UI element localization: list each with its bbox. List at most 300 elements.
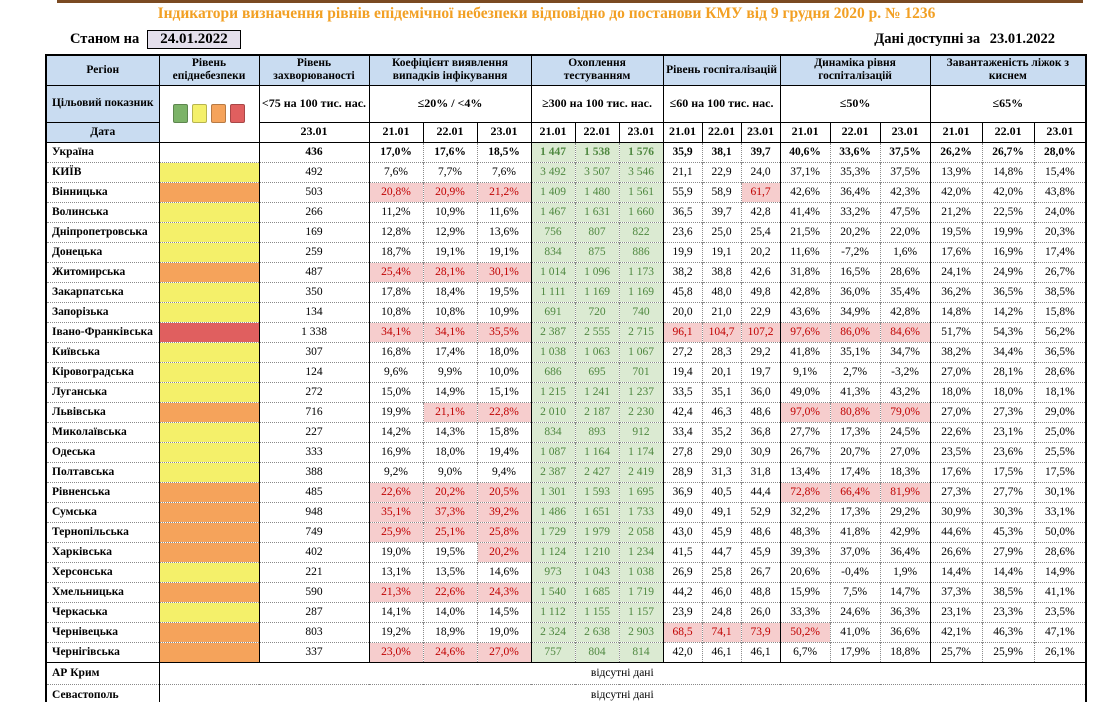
testing-cell: 1 038 — [531, 342, 575, 362]
region-name: КИЇВ — [46, 162, 159, 182]
table-row — [46, 622, 1086, 642]
dynamics-cell: 20,2% — [830, 222, 880, 242]
table-row — [46, 262, 1086, 282]
testing-cell: 1 651 — [575, 502, 619, 522]
detection-cell: 22,6% — [423, 582, 477, 602]
beds-cell: 14,8% — [930, 302, 982, 322]
detection-cell: 13,5% — [423, 562, 477, 582]
dynamics-cell: 42,8% — [880, 302, 930, 322]
beds-cell: 42,0% — [982, 182, 1034, 202]
hospital-cell: 31,3 — [702, 462, 741, 482]
hospital-cell: 29,0 — [702, 442, 741, 462]
detection-cell: 22,6% — [369, 482, 423, 502]
dynamics-cell: 35,1% — [830, 342, 880, 362]
testing-cell: 1 241 — [575, 382, 619, 402]
testing-cell: 1 733 — [619, 502, 663, 522]
incidence-cell: 590 — [259, 582, 369, 602]
col-group-5: Динаміка рівня госпіталізацій — [780, 55, 930, 85]
testing-cell: 1 112 — [531, 602, 575, 622]
testing-cell: 1 301 — [531, 482, 575, 502]
testing-cell: 2 387 — [531, 462, 575, 482]
target-row-label: Цільовий показник — [46, 85, 159, 122]
beds-cell: 29,0% — [1034, 402, 1086, 422]
epidemic-level-cell — [159, 622, 259, 642]
detection-cell: 19,0% — [369, 542, 423, 562]
detection-cell: 24,3% — [477, 582, 531, 602]
beds-cell: 17,5% — [982, 462, 1034, 482]
epidemic-level-legend — [159, 85, 259, 142]
dynamics-cell: 43,6% — [780, 302, 830, 322]
beds-cell: 23,5% — [1034, 602, 1086, 622]
hospital-cell: 27,8 — [663, 442, 702, 462]
detection-cell: 19,5% — [423, 542, 477, 562]
beds-cell: 41,1% — [1034, 582, 1086, 602]
testing-cell: 893 — [575, 422, 619, 442]
dynamics-cell: 16,5% — [830, 262, 880, 282]
hospital-cell: 46,0 — [702, 582, 741, 602]
beds-cell: 38,5% — [982, 582, 1034, 602]
table-row — [46, 602, 1086, 622]
beds-cell: 27,3% — [930, 482, 982, 502]
beds-cell: 21,2% — [930, 202, 982, 222]
beds-cell: 44,6% — [930, 522, 982, 542]
no-data-cell: відсутні дані — [159, 684, 1086, 702]
detection-cell: 20,9% — [423, 182, 477, 202]
hospital-cell: 28,9 — [663, 462, 702, 482]
testing-cell: 1 685 — [575, 582, 619, 602]
beds-cell: 30,3% — [982, 502, 1034, 522]
hospital-cell: 46,3 — [702, 402, 741, 422]
dynamics-cell: 11,6% — [780, 242, 830, 262]
beds-cell: 26,1% — [1034, 642, 1086, 662]
hospital-cell: 44,7 — [702, 542, 741, 562]
testing-cell: 1 538 — [575, 142, 619, 162]
dynamics-cell: 32,2% — [780, 502, 830, 522]
dynamics-cell: 81,9% — [880, 482, 930, 502]
header-row-targets — [46, 85, 1086, 122]
detection-cell: 7,6% — [477, 162, 531, 182]
beds-cell: 28,1% — [982, 362, 1034, 382]
beds-cell: 50,0% — [1034, 522, 1086, 542]
detection-cell: 20,8% — [369, 182, 423, 202]
detection-cell: 25,9% — [369, 522, 423, 542]
beds-cell: 56,2% — [1034, 322, 1086, 342]
epidemic-level-cell — [159, 322, 259, 342]
dynamics-cell: 84,6% — [880, 322, 930, 342]
hospital-cell: 52,9 — [741, 502, 780, 522]
testing-cell: 1 169 — [619, 282, 663, 302]
col-group-1: Рівень захворюваності — [259, 55, 369, 85]
testing-cell: 1 593 — [575, 482, 619, 502]
table-row — [46, 482, 1086, 502]
hospital-cell: 39,7 — [702, 202, 741, 222]
beds-cell: 51,7% — [930, 322, 982, 342]
date-5-2: 23.01 — [880, 122, 930, 142]
region-name: Кіровоградська — [46, 362, 159, 382]
hospital-cell: 23,9 — [663, 602, 702, 622]
hospital-cell: 42,4 — [663, 402, 702, 422]
hospital-cell: 74,1 — [702, 622, 741, 642]
region-name: Закарпатська — [46, 282, 159, 302]
hospital-cell: 61,7 — [741, 182, 780, 202]
table-body — [46, 142, 1086, 702]
epidemic-level-cell — [159, 342, 259, 362]
dynamics-cell: 31,8% — [780, 262, 830, 282]
dynamics-cell: 40,6% — [780, 142, 830, 162]
dynamics-cell: 6,7% — [780, 642, 830, 662]
col-group-0: Рівень епіднебезпеки — [159, 55, 259, 85]
beds-cell: 23,3% — [982, 602, 1034, 622]
region-name: Черкаська — [46, 602, 159, 622]
hospital-cell: 43,0 — [663, 522, 702, 542]
no-data-row — [46, 662, 1086, 684]
dynamics-cell: 35,3% — [830, 162, 880, 182]
region-name: Рівненська — [46, 482, 159, 502]
detection-cell: 10,0% — [477, 362, 531, 382]
date-4-1: 22.01 — [702, 122, 741, 142]
detection-cell: 19,4% — [477, 442, 531, 462]
detection-cell: 19,2% — [369, 622, 423, 642]
beds-cell: 46,3% — [982, 622, 1034, 642]
epidemic-level-cell — [159, 222, 259, 242]
col-header-region: Регіон — [46, 55, 159, 85]
testing-cell: 1 038 — [619, 562, 663, 582]
testing-cell: 1 234 — [619, 542, 663, 562]
col-group-2: Коефіцієнт виявлення випадків інфікування — [369, 55, 531, 85]
hospital-cell: 40,5 — [702, 482, 741, 502]
hospital-cell: 20,1 — [702, 362, 741, 382]
dynamics-cell: 1,9% — [880, 562, 930, 582]
dynamics-cell: 97,0% — [780, 402, 830, 422]
col-group-6: Завантаженість ліжок з киснем — [930, 55, 1086, 85]
hospital-cell: 24,0 — [741, 162, 780, 182]
table-row — [46, 162, 1086, 182]
beds-cell: 19,9% — [982, 222, 1034, 242]
dynamics-cell: 66,4% — [830, 482, 880, 502]
detection-cell: 14,2% — [369, 422, 423, 442]
dynamics-cell: 22,0% — [880, 222, 930, 242]
testing-cell: 804 — [575, 642, 619, 662]
region-name: Житомирська — [46, 262, 159, 282]
hospital-cell: 48,0 — [702, 282, 741, 302]
epidemic-level-cell — [159, 582, 259, 602]
beds-cell: 25,5% — [1034, 442, 1086, 462]
date-3-2: 23.01 — [619, 122, 663, 142]
beds-cell: 22,6% — [930, 422, 982, 442]
testing-cell: 875 — [575, 242, 619, 262]
region-name: Севастополь — [46, 684, 159, 702]
testing-cell: 1 467 — [531, 202, 575, 222]
available-label: Дані доступні за — [874, 30, 981, 47]
incidence-cell: 402 — [259, 542, 369, 562]
detection-cell: 19,1% — [477, 242, 531, 262]
testing-cell: 757 — [531, 642, 575, 662]
dynamics-cell: 9,1% — [780, 362, 830, 382]
beds-cell: 23,1% — [982, 422, 1034, 442]
header-row-groups — [46, 55, 1086, 85]
table-row — [46, 362, 1086, 382]
hospital-cell: 68,5 — [663, 622, 702, 642]
incidence-cell: 749 — [259, 522, 369, 542]
hospital-cell: 29,2 — [741, 342, 780, 362]
target-6: ≤65% — [930, 85, 1086, 122]
detection-cell: 13,6% — [477, 222, 531, 242]
detection-cell: 11,2% — [369, 202, 423, 222]
dynamics-cell: 17,3% — [830, 422, 880, 442]
detection-cell: 10,9% — [477, 302, 531, 322]
epidemic-level-cell — [159, 502, 259, 522]
beds-cell: 47,1% — [1034, 622, 1086, 642]
beds-cell: 37,3% — [930, 582, 982, 602]
dynamics-cell: 29,2% — [880, 502, 930, 522]
testing-cell: 3 492 — [531, 162, 575, 182]
detection-cell: 35,1% — [369, 502, 423, 522]
epidemic-level-cell — [159, 202, 259, 222]
detection-cell: 9,6% — [369, 362, 423, 382]
region-name: Миколаївська — [46, 422, 159, 442]
beds-cell: 36,2% — [930, 282, 982, 302]
table-row — [46, 502, 1086, 522]
testing-cell: 1 540 — [531, 582, 575, 602]
dynamics-cell: 35,4% — [880, 282, 930, 302]
epidemic-level-cell — [159, 162, 259, 182]
detection-cell: 12,9% — [423, 222, 477, 242]
dynamics-cell: 72,8% — [780, 482, 830, 502]
hospital-cell: 27,2 — [663, 342, 702, 362]
detection-cell: 18,7% — [369, 242, 423, 262]
dynamics-cell: 42,3% — [880, 182, 930, 202]
beds-cell: 30,9% — [930, 502, 982, 522]
testing-cell: 1 067 — [619, 342, 663, 362]
epidemic-level-cell — [159, 142, 259, 162]
testing-cell: 973 — [531, 562, 575, 582]
table-row — [46, 642, 1086, 662]
epidemic-level-cell — [159, 402, 259, 422]
incidence-cell: 487 — [259, 262, 369, 282]
testing-cell: 834 — [531, 422, 575, 442]
beds-cell: 23,1% — [930, 602, 982, 622]
beds-cell: 28,0% — [1034, 142, 1086, 162]
beds-cell: 26,7% — [982, 142, 1034, 162]
dynamics-cell: 17,4% — [830, 462, 880, 482]
testing-cell: 1 695 — [619, 482, 663, 502]
hospital-cell: 49,8 — [741, 282, 780, 302]
region-name: Чернігівська — [46, 642, 159, 662]
epidemic-level-cell — [159, 642, 259, 662]
table-row — [46, 182, 1086, 202]
hospital-cell: 38,1 — [702, 142, 741, 162]
epidemic-level-cell — [159, 422, 259, 442]
testing-cell: 2 387 — [531, 322, 575, 342]
region-name: Луганська — [46, 382, 159, 402]
epidemic-level-cell — [159, 282, 259, 302]
incidence-cell: 803 — [259, 622, 369, 642]
testing-cell: 1 486 — [531, 502, 575, 522]
beds-cell: 25,7% — [930, 642, 982, 662]
detection-cell: 16,9% — [369, 442, 423, 462]
hospital-cell: 48,6 — [741, 402, 780, 422]
testing-cell: 886 — [619, 242, 663, 262]
hospital-cell: 58,9 — [702, 182, 741, 202]
testing-cell: 1 409 — [531, 182, 575, 202]
region-name: Сумська — [46, 502, 159, 522]
dynamics-cell: 17,3% — [830, 502, 880, 522]
dynamics-cell: 41,3% — [830, 382, 880, 402]
table-header — [46, 55, 1086, 142]
testing-cell: 1 719 — [619, 582, 663, 602]
testing-cell: 912 — [619, 422, 663, 442]
dynamics-cell: 50,2% — [780, 622, 830, 642]
hospital-cell: 42,6 — [741, 262, 780, 282]
region-name: Україна — [46, 142, 159, 162]
detection-cell: 24,6% — [423, 642, 477, 662]
legend-square-orange — [211, 104, 226, 123]
incidence-cell: 333 — [259, 442, 369, 462]
detection-cell: 27,0% — [477, 642, 531, 662]
hospital-cell: 49,1 — [702, 502, 741, 522]
dynamics-cell: 41,4% — [780, 202, 830, 222]
testing-cell: 2 715 — [619, 322, 663, 342]
dynamics-cell: 18,3% — [880, 462, 930, 482]
incidence-cell: 485 — [259, 482, 369, 502]
detection-cell: 21,1% — [423, 402, 477, 422]
date-2-1: 22.01 — [423, 122, 477, 142]
beds-cell: 26,6% — [930, 542, 982, 562]
detection-cell: 18,5% — [477, 142, 531, 162]
beds-cell: 27,0% — [930, 402, 982, 422]
incidence-cell: 503 — [259, 182, 369, 202]
detection-cell: 9,4% — [477, 462, 531, 482]
dynamics-cell: 42,6% — [780, 182, 830, 202]
beds-cell: 14,8% — [982, 162, 1034, 182]
region-name: Дніпропетровська — [46, 222, 159, 242]
detection-cell: 9,2% — [369, 462, 423, 482]
beds-cell: 24,9% — [982, 262, 1034, 282]
detection-cell: 20,5% — [477, 482, 531, 502]
detection-cell: 12,8% — [369, 222, 423, 242]
dynamics-cell: 37,1% — [780, 162, 830, 182]
testing-cell: 2 230 — [619, 402, 663, 422]
beds-cell: 14,4% — [982, 562, 1034, 582]
incidence-cell: 337 — [259, 642, 369, 662]
detection-cell: 19,5% — [477, 282, 531, 302]
testing-cell: 814 — [619, 642, 663, 662]
detection-cell: 15,0% — [369, 382, 423, 402]
date-5-0: 21.01 — [780, 122, 830, 142]
date-6-0: 21.01 — [930, 122, 982, 142]
data-available-block — [874, 31, 1055, 48]
testing-cell: 1 169 — [575, 282, 619, 302]
detection-cell: 37,3% — [423, 502, 477, 522]
dynamics-cell: 80,8% — [830, 402, 880, 422]
hospital-cell: 25,8 — [702, 562, 741, 582]
beds-cell: 45,3% — [982, 522, 1034, 542]
as-of-block — [70, 30, 241, 49]
dynamics-cell: 26,7% — [780, 442, 830, 462]
beds-cell: 18,1% — [1034, 382, 1086, 402]
dynamics-cell: 7,5% — [830, 582, 880, 602]
hospital-cell: 35,2 — [702, 422, 741, 442]
col-group-3: Охоплення тестуванням — [531, 55, 663, 85]
detection-cell: 17,4% — [423, 342, 477, 362]
hospital-cell: 36,0 — [741, 382, 780, 402]
incidence-cell: 1 338 — [259, 322, 369, 342]
beds-cell: 19,5% — [930, 222, 982, 242]
dynamics-cell: 18,8% — [880, 642, 930, 662]
beds-cell: 17,5% — [1034, 462, 1086, 482]
testing-cell: 1 014 — [531, 262, 575, 282]
testing-cell: 2 324 — [531, 622, 575, 642]
dynamics-cell: 97,6% — [780, 322, 830, 342]
detection-cell: 10,9% — [423, 202, 477, 222]
beds-cell: 24,1% — [930, 262, 982, 282]
hospital-cell: 31,8 — [741, 462, 780, 482]
dynamics-cell: 2,7% — [830, 362, 880, 382]
top-edge-strip — [57, 0, 1083, 3]
hospital-cell: 19,7 — [741, 362, 780, 382]
target-4: ≤60 на 100 тис. нас. — [663, 85, 780, 122]
hospital-cell: 44,2 — [663, 582, 702, 602]
beds-cell: 14,4% — [930, 562, 982, 582]
beds-cell: 27,9% — [982, 542, 1034, 562]
beds-cell: 28,6% — [1034, 542, 1086, 562]
detection-cell: 34,1% — [369, 322, 423, 342]
dynamics-cell: 20,6% — [780, 562, 830, 582]
dynamics-cell: 37,0% — [830, 542, 880, 562]
topbar — [70, 27, 1055, 51]
epidemic-level-cell — [159, 302, 259, 322]
beds-cell: 36,5% — [982, 282, 1034, 302]
dynamics-cell: 36,6% — [880, 622, 930, 642]
detection-cell: 17,6% — [423, 142, 477, 162]
testing-cell: 2 638 — [575, 622, 619, 642]
dynamics-cell: 49,0% — [780, 382, 830, 402]
testing-cell: 3 546 — [619, 162, 663, 182]
table-row — [46, 222, 1086, 242]
detection-cell: 19,9% — [369, 402, 423, 422]
detection-cell: 9,9% — [423, 362, 477, 382]
hospital-cell: 46,1 — [702, 642, 741, 662]
beds-cell: 28,6% — [1034, 362, 1086, 382]
beds-cell: 36,5% — [1034, 342, 1086, 362]
testing-cell: 1 087 — [531, 442, 575, 462]
incidence-cell: 266 — [259, 202, 369, 222]
hospital-cell: 35,1 — [702, 382, 741, 402]
dynamics-cell: 24,6% — [830, 602, 880, 622]
dynamics-cell: 79,0% — [880, 402, 930, 422]
testing-cell: 1 561 — [619, 182, 663, 202]
detection-cell: 35,5% — [477, 322, 531, 342]
hospital-cell: 36,9 — [663, 482, 702, 502]
beds-cell: 27,3% — [982, 402, 1034, 422]
incidence-cell: 221 — [259, 562, 369, 582]
hospital-cell: 22,9 — [702, 162, 741, 182]
beds-cell: 22,5% — [982, 202, 1034, 222]
detection-cell: 10,8% — [423, 302, 477, 322]
dynamics-cell: 37,5% — [880, 142, 930, 162]
testing-cell: 834 — [531, 242, 575, 262]
dynamics-cell: 15,9% — [780, 582, 830, 602]
testing-cell: 1 155 — [575, 602, 619, 622]
detection-cell: 25,1% — [423, 522, 477, 542]
incidence-cell: 492 — [259, 162, 369, 182]
region-name: Львівська — [46, 402, 159, 422]
testing-cell: 1 111 — [531, 282, 575, 302]
dynamics-cell: 27,0% — [880, 442, 930, 462]
detection-cell: 14,5% — [477, 602, 531, 622]
testing-cell: 1 173 — [619, 262, 663, 282]
detection-cell: 18,9% — [423, 622, 477, 642]
